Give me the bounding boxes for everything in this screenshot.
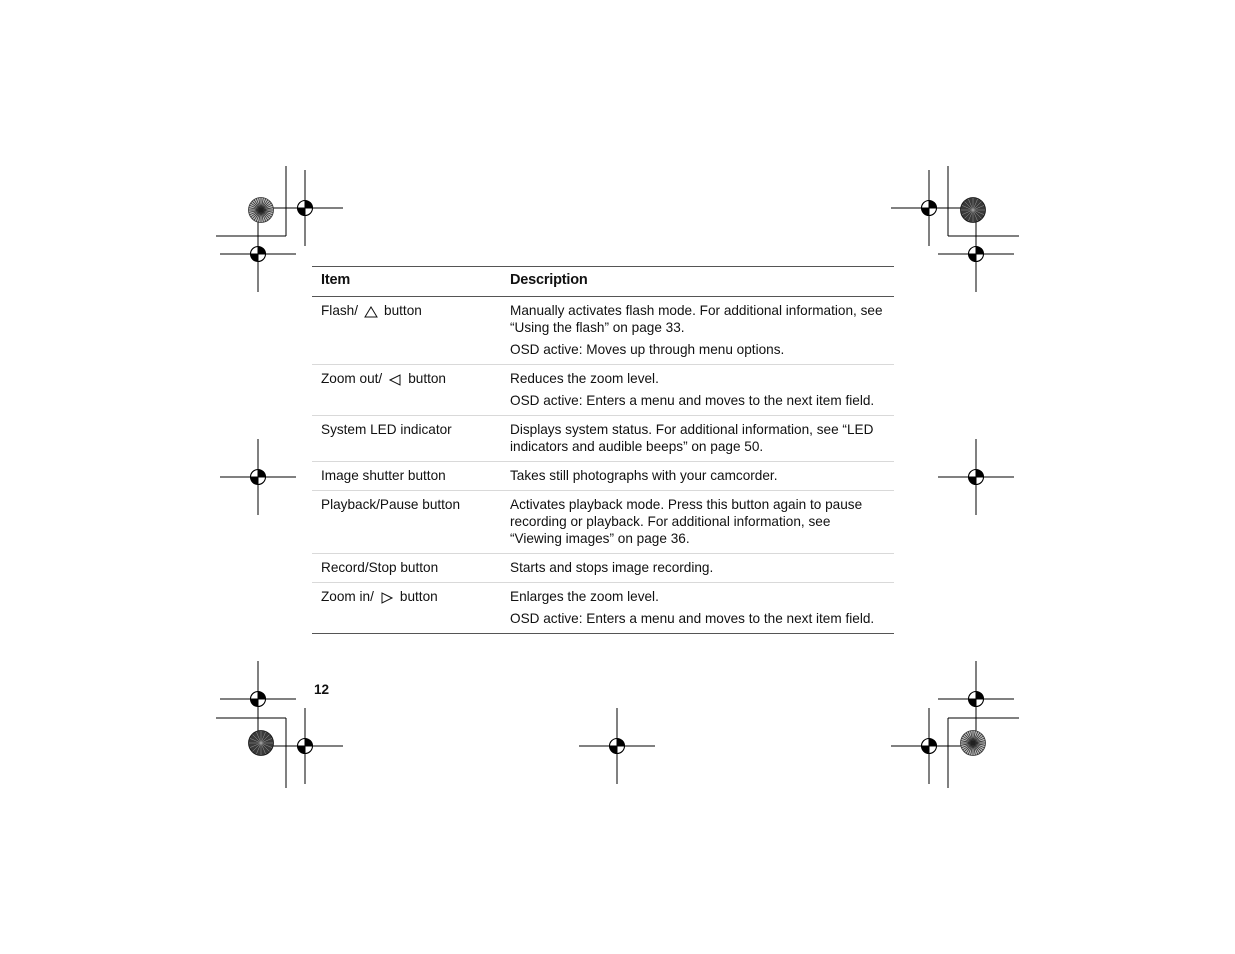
button-description-table	[312, 266, 894, 634]
table-row	[312, 554, 894, 583]
description-text: Displays system status. For additional information, see “LED indicators and audible beeps” on page 50.	[510, 422, 874, 454]
item-name: Playback/Pause button	[321, 497, 461, 512]
table-row	[312, 365, 894, 416]
description-text: Starts and stops image recording.	[510, 560, 714, 575]
item-name: Image shutter button	[321, 468, 446, 483]
item-name: Record/Stop button	[321, 560, 439, 575]
item-cell	[312, 583, 501, 634]
item-name: System LED indicator	[321, 422, 452, 437]
item-name-suffix: button	[384, 303, 422, 318]
table-row	[312, 462, 894, 491]
description-cell	[501, 583, 894, 634]
item-name-suffix: button	[399, 589, 438, 604]
description-text: OSD active: Enters a menu and moves to the next item field.	[510, 611, 875, 626]
description-text: Reduces the zoom level.	[510, 371, 659, 386]
description-cell	[501, 365, 894, 416]
description-cell	[501, 462, 894, 491]
item-cell	[312, 365, 501, 416]
item-cell	[312, 491, 501, 554]
triangle-right-icon	[380, 592, 394, 604]
triangle-left-icon	[388, 374, 402, 386]
description-cell	[501, 554, 894, 583]
triangle-up-icon	[364, 306, 378, 318]
table-row	[312, 297, 894, 365]
description-text: Takes still photographs with your camcorder.	[510, 468, 778, 483]
description-text: OSD active: Moves up through menu options.	[510, 342, 785, 357]
item-name: Zoom in/	[321, 589, 374, 604]
item-cell	[312, 297, 501, 365]
description-text: Manually activates flash mode. For additional information, see “Using the flash” on page 33.	[510, 303, 883, 335]
column-header-item: Item	[312, 267, 501, 297]
item-cell	[312, 462, 501, 491]
column-header-description: Description	[501, 267, 894, 297]
item-name: Flash/	[321, 303, 359, 318]
description-text: Enlarges the zoom level.	[510, 589, 659, 604]
item-name: Zoom out/	[321, 371, 383, 386]
table-header-row	[312, 267, 894, 297]
table-row	[312, 416, 894, 462]
description-text: Activates playback mode. Press this button again to pause recording or playback. For additional information, see “Viewing images” on page 36.	[510, 497, 863, 546]
table-row	[312, 583, 894, 634]
item-cell	[312, 554, 501, 583]
page-number: 12	[314, 682, 330, 697]
description-text: OSD active: Enters a menu and moves to the next item field.	[510, 393, 875, 408]
description-cell	[501, 297, 894, 365]
description-cell	[501, 416, 894, 462]
item-name-suffix: button	[408, 371, 446, 386]
description-cell	[501, 491, 894, 554]
table-row	[312, 491, 894, 554]
item-cell	[312, 416, 501, 462]
